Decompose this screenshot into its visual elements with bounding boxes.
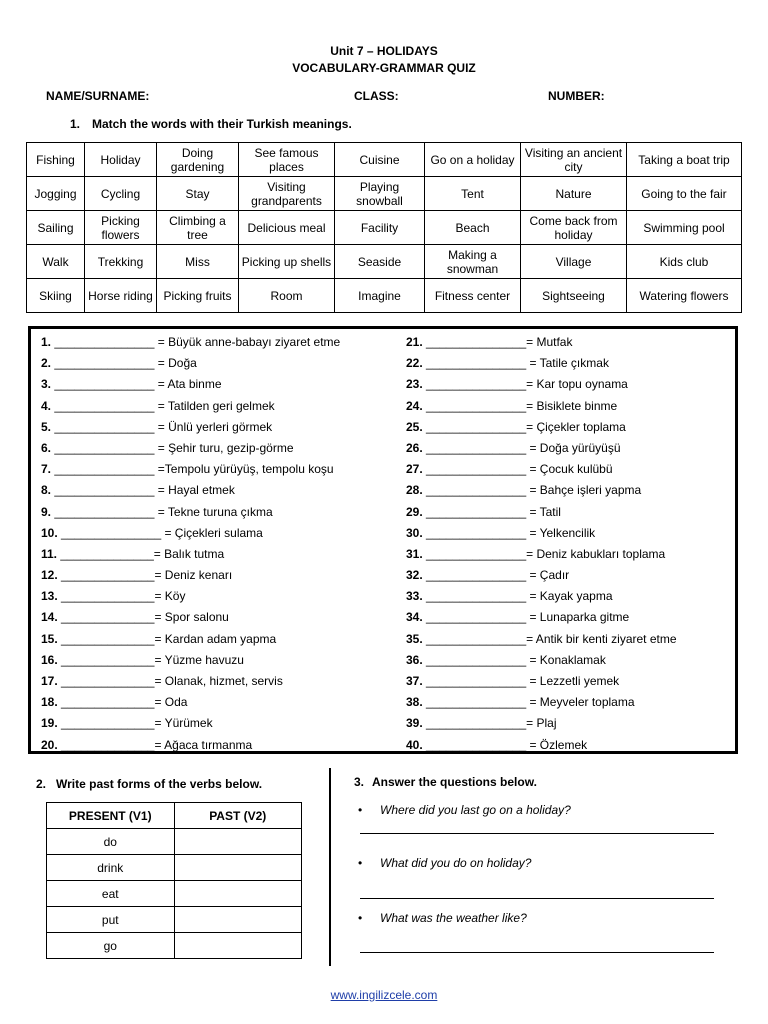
matching-item-number: 21. (406, 335, 423, 349)
word-cell: Trekking (85, 245, 157, 279)
word-cell: Watering flowers (627, 279, 742, 313)
website-link[interactable]: www.ingilizcele.com (330, 988, 438, 1002)
matching-item-text: _______________ = Doğa (51, 356, 197, 371)
matching-item-text: _______________= Plaj (422, 716, 557, 731)
word-table-row (27, 143, 742, 177)
matching-item-number: 7. (41, 462, 52, 477)
matching-item-number: 18. (41, 695, 58, 710)
matching-item-number: 6. (41, 440, 52, 455)
matching-item[interactable] (406, 332, 677, 353)
matching-item[interactable] (41, 502, 340, 523)
matching-item-number: 28. (406, 483, 423, 498)
matching-item-number: 29. (406, 504, 423, 519)
matching-item-number: 40. (406, 737, 423, 752)
word-cell: Making a snowman (425, 245, 521, 279)
matching-item-number: 13. (41, 589, 58, 604)
word-cell: Kids club (627, 245, 742, 279)
question-item (358, 803, 571, 817)
question-1-number: 1. (70, 117, 81, 131)
matching-item-number: 14. (41, 610, 58, 625)
bullet-icon: • (358, 803, 363, 817)
question-3-heading (354, 775, 537, 789)
matching-item-text: _______________= Deniz kabukları toplama (422, 546, 666, 561)
question-2-heading (36, 777, 262, 791)
matching-item[interactable] (406, 650, 677, 671)
past-verb-answer-cell[interactable] (174, 907, 302, 933)
matching-item[interactable] (41, 438, 340, 459)
word-cell: Visiting grandparents (239, 177, 335, 211)
word-cell: Room (239, 279, 335, 313)
word-cell: See famous places (239, 143, 335, 177)
present-verb-cell: eat (47, 881, 175, 907)
word-cell: Climbing a tree (157, 211, 239, 245)
present-verb-cell: do (47, 829, 175, 855)
question-3-number: 3. (354, 775, 365, 789)
present-column-header: PRESENT (V1) (47, 803, 175, 829)
matching-item[interactable] (406, 353, 677, 374)
matching-item-text: _______________ = Kayak yapma (422, 589, 613, 604)
matching-item-number: 31. (406, 546, 423, 561)
matching-item[interactable] (41, 692, 340, 713)
question-item (358, 856, 531, 870)
matching-item-number: 38. (406, 695, 423, 710)
present-verb-cell: put (47, 907, 175, 933)
class-label: CLASS: (354, 89, 399, 103)
matching-item-text: _______________ = Meyveler toplama (422, 695, 635, 710)
matching-item-text: _______________ = Yelkencilik (422, 525, 596, 540)
verb-row (47, 855, 302, 881)
matching-item[interactable] (41, 650, 340, 671)
matching-item-number: 30. (406, 525, 423, 540)
matching-item[interactable] (41, 332, 340, 353)
matching-item[interactable] (406, 629, 677, 650)
word-cell: Jogging (27, 177, 85, 211)
question-2-number: 2. (36, 777, 47, 791)
name-surname-label: NAME/SURNAME: (46, 89, 150, 103)
word-cell: Sailing (27, 211, 85, 245)
past-verb-answer-cell[interactable] (174, 855, 302, 881)
answer-line[interactable] (360, 952, 714, 953)
matching-item[interactable] (406, 417, 677, 438)
word-cell: Cycling (85, 177, 157, 211)
matching-item-number: 26. (406, 440, 423, 455)
matching-item[interactable] (406, 374, 677, 395)
matching-item[interactable] (406, 586, 677, 607)
matching-item-number: 12. (41, 568, 58, 583)
matching-item[interactable] (41, 374, 340, 395)
question-1-heading (70, 117, 352, 131)
word-cell: Holiday (85, 143, 157, 177)
word-cell: Nature (521, 177, 627, 211)
word-cell: Village (521, 245, 627, 279)
matching-item-text: _______________ = Şehir turu, gezip-görme (51, 440, 294, 455)
verb-row (47, 907, 302, 933)
matching-item-text: ______________= Olanak, hizmet, servis (57, 674, 283, 688)
matching-item-text: ______________= Oda (57, 695, 188, 710)
word-cell: Swimming pool (627, 211, 742, 245)
word-cell: Picking up shells (239, 245, 335, 279)
word-cell: Sightseeing (521, 279, 627, 313)
matching-item-number: 23. (406, 377, 423, 392)
matching-box (28, 326, 738, 754)
question-1-instruction: Match the words with their Turkish meanings. (92, 117, 352, 131)
matching-item-text: _______________ = Özlemek (422, 737, 588, 752)
question-text: Where did you last go on a holiday? (380, 803, 571, 817)
matching-item[interactable] (41, 607, 340, 628)
worksheet-subtitle: VOCABULARY-GRAMMAR QUIZ (292, 61, 476, 75)
word-cell: Playing snowball (335, 177, 425, 211)
matching-item-number: 36. (406, 652, 423, 667)
matching-item-number: 37. (406, 674, 423, 688)
word-cell: Horse riding (85, 279, 157, 313)
matching-item-text: _______________ = Doğa yürüyüşü (422, 440, 621, 455)
matching-item-text: _______________= Çiçekler toplama (422, 419, 626, 434)
question-item (358, 911, 527, 925)
matching-item[interactable] (406, 735, 677, 756)
matching-item[interactable] (41, 735, 340, 756)
matching-item-text: _______________ = Büyük anne-babayı ziyaret etme (51, 335, 341, 349)
question-text: What was the weather like? (380, 911, 527, 925)
word-cell: Picking flowers (85, 211, 157, 245)
word-cell: Delicious meal (239, 211, 335, 245)
matching-item-text: _______________ =Tempolu yürüyüş, tempolu koşu (51, 462, 334, 477)
matching-item[interactable] (41, 586, 340, 607)
word-cell: Tent (425, 177, 521, 211)
matching-item-text: ______________= Kardan adam yapma (57, 631, 277, 646)
matching-item-number: 4. (41, 398, 52, 413)
matching-item[interactable] (406, 396, 677, 417)
verb-row (47, 829, 302, 855)
word-cell: Seaside (335, 245, 425, 279)
answer-line[interactable] (360, 833, 714, 834)
matching-item-text: ______________= Balık tutma (57, 546, 225, 561)
past-column-header: PAST (V2) (174, 803, 302, 829)
matching-item[interactable] (406, 671, 677, 692)
question-text: What did you do on holiday? (380, 856, 532, 870)
matching-item-text: _______________= Antik bir kenti ziyaret etme (422, 631, 677, 646)
word-table-row (27, 279, 742, 313)
matching-item-text: ______________= Deniz kenarı (57, 568, 233, 583)
matching-item[interactable] (41, 523, 340, 544)
question-3-instruction: Answer the questions below. (372, 775, 537, 789)
word-cell: Beach (425, 211, 521, 245)
matching-item-number: 33. (406, 589, 423, 604)
matching-item-number: 25. (406, 419, 423, 434)
number-label: NUMBER: (548, 89, 605, 103)
word-cell: Stay (157, 177, 239, 211)
word-cell: Taking a boat trip (627, 143, 742, 177)
matching-item[interactable] (41, 417, 340, 438)
word-cell: Facility (335, 211, 425, 245)
matching-item-text: _______________ = Bahçe işleri yapma (422, 483, 642, 498)
matching-item-text: _______________ = Lezzetli yemek (422, 674, 620, 688)
word-table-row (27, 211, 742, 245)
matching-item[interactable] (406, 480, 677, 501)
matching-item-number: 39. (406, 716, 423, 731)
matching-item[interactable] (41, 713, 340, 734)
matching-item-text: _______________ = Hayal etmek (51, 483, 235, 498)
word-cell: Walk (27, 245, 85, 279)
matching-item[interactable] (41, 353, 340, 374)
matching-item-number: 15. (41, 631, 58, 646)
matching-item-number: 10. (41, 525, 58, 540)
matching-item-text: _______________ = Lunaparka gitme (422, 610, 630, 625)
matching-item[interactable] (41, 544, 340, 565)
matching-item[interactable] (406, 459, 677, 480)
word-cell: Doing gardening (157, 143, 239, 177)
word-cell: Visiting an ancient city (521, 143, 627, 177)
matching-item-number: 22. (406, 356, 423, 371)
matching-item[interactable] (41, 396, 340, 417)
question-2-instruction: Write past forms of the verbs below. (56, 777, 263, 791)
present-verb-cell: drink (47, 855, 175, 881)
matching-column-left (41, 332, 340, 756)
matching-item-number: 9. (41, 504, 52, 519)
word-cell: Picking fruits (157, 279, 239, 313)
matching-column-right (406, 332, 677, 756)
matching-item-text: _______________ = Ünlü yerleri görmek (51, 419, 273, 434)
word-cell: Miss (157, 245, 239, 279)
vocabulary-word-table (26, 142, 742, 313)
footer (0, 988, 768, 1002)
matching-item-number: 35. (406, 631, 423, 646)
word-cell: Skiing (27, 279, 85, 313)
matching-item-text: ______________= Spor salonu (57, 610, 229, 625)
matching-item-text: _______________ = Çiçekleri sulama (57, 525, 263, 540)
matching-item[interactable] (41, 565, 340, 586)
matching-item[interactable] (41, 671, 340, 692)
past-verb-answer-cell[interactable] (174, 933, 302, 959)
word-cell: Cuisine (335, 143, 425, 177)
matching-item-text: _______________= Bisiklete binme (422, 398, 618, 413)
matching-item[interactable] (406, 438, 677, 459)
section-divider (329, 768, 331, 966)
answer-line[interactable] (360, 898, 714, 899)
matching-item-text: _______________= Kar topu oynama (422, 377, 628, 392)
matching-item-number: 5. (41, 419, 52, 434)
matching-item-text: ______________= Köy (57, 589, 186, 604)
matching-item[interactable] (406, 692, 677, 713)
matching-item-number: 1. (41, 335, 52, 349)
matching-item-text: _______________ = Tekne turuna çıkma (51, 504, 273, 519)
matching-item-number: 3. (41, 377, 52, 392)
bullet-icon: • (358, 911, 363, 925)
matching-item-number: 24. (406, 398, 423, 413)
matching-item-number: 20. (41, 737, 58, 752)
matching-item-text: _______________ = Ata binme (51, 377, 222, 392)
word-cell: Come back from holiday (521, 211, 627, 245)
past-verb-answer-cell[interactable] (174, 829, 302, 855)
matching-item-text: _______________ = Çadır (422, 568, 570, 583)
matching-item[interactable] (406, 544, 677, 565)
matching-item[interactable] (406, 502, 677, 523)
verb-row (47, 933, 302, 959)
matching-item-number: 19. (41, 716, 58, 731)
matching-item-text: _______________ = Tatil (422, 504, 561, 519)
word-cell: Going to the fair (627, 177, 742, 211)
matching-item-number: 16. (41, 652, 58, 667)
matching-item[interactable] (41, 459, 340, 480)
matching-item-text: _______________ = Tatilden geri gelmek (51, 398, 275, 413)
matching-item[interactable] (41, 480, 340, 501)
word-cell: Imagine (335, 279, 425, 313)
bullet-icon: • (358, 856, 363, 870)
matching-item-number: 34. (406, 610, 423, 625)
worksheet-title: Unit 7 – HOLIDAYS (330, 44, 438, 58)
matching-item-text: ______________= Yüzme havuzu (57, 652, 244, 667)
matching-item-text: _______________ = Çocuk kulübü (422, 462, 613, 477)
matching-item-text: ______________= Yürümek (57, 716, 213, 731)
word-cell: Go on a holiday (425, 143, 521, 177)
matching-item-text: _______________ = Tatile çıkmak (422, 356, 609, 371)
present-verb-cell: go (47, 933, 175, 959)
verb-forms-table (46, 802, 302, 959)
matching-item[interactable] (406, 565, 677, 586)
word-table-row (27, 245, 742, 279)
matching-item[interactable] (406, 607, 677, 628)
word-cell: Fitness center (425, 279, 521, 313)
matching-item-number: 2. (41, 356, 52, 371)
matching-item-number: 27. (406, 462, 423, 477)
matching-item-number: 32. (406, 568, 423, 583)
matching-item-text: ______________= Ağaca tırmanma (57, 737, 253, 752)
matching-item-text: _______________= Mutfak (422, 335, 573, 349)
verb-row (47, 881, 302, 907)
matching-item-number: 8. (41, 483, 52, 498)
matching-item-number: 17. (41, 674, 58, 688)
word-cell: Fishing (27, 143, 85, 177)
matching-item[interactable] (41, 629, 340, 650)
past-verb-answer-cell[interactable] (174, 881, 302, 907)
matching-item[interactable] (406, 713, 677, 734)
matching-item[interactable] (406, 523, 677, 544)
word-table-row (27, 177, 742, 211)
matching-item-number: 11. (41, 546, 58, 561)
matching-item-text: _______________ = Konaklamak (422, 652, 606, 667)
